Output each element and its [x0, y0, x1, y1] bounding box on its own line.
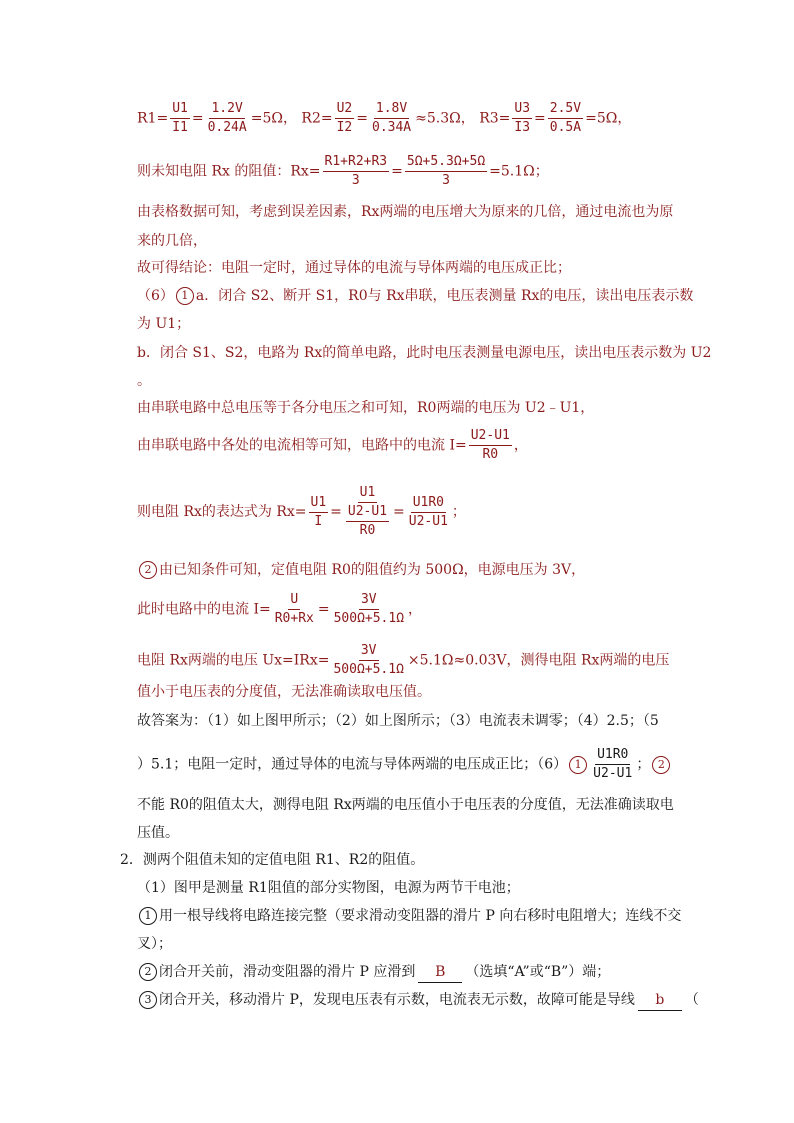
circled-number: 1	[139, 907, 157, 925]
r1-value-fraction: $\frac{1.2V}{0.24A}$	[207, 101, 247, 135]
circled-number: 1	[176, 287, 194, 305]
circuit-current-line: 此时电路中的电流 I= $\frac{U}{R0+Rx}$ = $\frac{3V}{500\Omega+5.1\Omega}$ ，	[137, 592, 423, 626]
r2-value-fraction: $\frac{1.8V}{0.34A}$	[372, 101, 412, 135]
step-2-condition-line: 2 由已知条件可知，定值电阻 R0的阻值约为 500Ω，电源电压为 3V，	[137, 560, 585, 580]
circled-number: 2	[652, 756, 670, 774]
nested-fraction: $\frac{U1}{\frac{U2-U1}{R0}}$	[347, 485, 388, 538]
answer-line-3: 不能 R0的阻值太大，测得电阻 Rx两端的电压值小于电压表的分度值，无法准确读取电	[137, 797, 674, 813]
rx-result-fraction: $\frac{U1R0}{U2-U1}$	[408, 494, 448, 529]
rx-voltage-line: 电阻 Rx两端的电压 Ux=IRx= $\frac{3V}{500\Omega+5.1\Omega}$ ×5.1Ω≈0.03V，测得电阻 Rx两端的电压	[137, 643, 670, 677]
circled-number: 2	[139, 963, 157, 981]
answer-blank: b	[638, 990, 682, 1011]
question-2-item-3: 3 闭合开关，移动滑片 P，发现电压表有示数，电流表无示数，故障可能是导线 b （	[137, 990, 699, 1011]
question-2-item-2: 2 闭合开关前，滑动变阻器的滑片 P 应滑到 B （选填“A”或“B”）端；	[137, 962, 610, 983]
rx-expression-line: 则电阻 Rx的表达式为 Rx= $\frac{U1}{I}$ = $\frac{U1}{\frac{U2-U1}{R0}}$ = $\frac{U1R0}{U2-U1}$ ；	[137, 485, 466, 538]
text-line: 由表格数据可知，考虑到误差因素，Rx两端的电压增大为原来的几倍，通过电流也为原	[137, 204, 674, 220]
text-line: 叉）；	[137, 936, 172, 952]
circled-number: 3	[139, 991, 157, 1009]
r1-label: R1=	[137, 110, 169, 127]
text-line: 为 U1；	[137, 316, 191, 332]
r2-label: R2=	[301, 110, 333, 127]
r3-label: R3=	[479, 110, 511, 127]
u-over-r-fraction: $\frac{U}{R0+Rx}$	[274, 592, 314, 626]
answer-line-4: 压值。	[137, 825, 179, 841]
question-2-title: 2．测两个阻值未知的定值电阻 R1、R2的阻值。	[120, 852, 425, 868]
answer-line-2: ）5.1；电阻一定时，通过导体的电流与导体两端的电压成正比；（6） 1 $\frac{U1R0}{U2-U1}$ ； 2	[137, 746, 672, 783]
answer-fraction: $\frac{U1R0}{U2-U1}$	[593, 747, 633, 781]
text-line: 。	[137, 373, 151, 389]
circled-number: 2	[139, 561, 157, 579]
text-line: 值小于电压表的分度值，无法准确读取电压值。	[137, 684, 431, 700]
voltage-fraction: $\frac{3V}{500\Omega+5.1\Omega}$	[333, 643, 404, 677]
u2-over-i2: $\frac{U2}{I2}$	[336, 101, 353, 135]
resistance-calculations: R1= $\frac{U1}{I1}$ = $\frac{1.2V}{0.24A}$ =5Ω， R2= $\frac{U2}{I2}$ = $\frac{1.8V}{0.34A}$ ≈5.3Ω， R3= $\frac{U3}{I3}$ = $\frac{2.5V}{0.5A}$ =5Ω，	[137, 101, 632, 135]
question-2-part-1: （1）图甲是测量 R1阻值的部分实物图，电源为两节干电池；	[137, 880, 520, 896]
r3-value-fraction: $\frac{2.5V}{0.5A}$	[549, 101, 582, 135]
question-2-item-1: 1 用一根导线将电路连接完整（要求滑动变阻器的滑片 P 向右移时电阻增大；连线不交	[137, 906, 681, 926]
u1-over-i1: $\frac{U1}{I1}$	[172, 101, 188, 135]
rx-average-line: 则未知电阻 Rx 的阻值：Rx= $\frac{R1+R2+R3}{3}$ = $\frac{5\Omega+5.3\Omega+5\Omega}{3}$ =5.1Ω；	[137, 154, 549, 188]
answer-blank: B	[418, 962, 462, 983]
rx-sum-fraction: $\frac{R1+R2+R3}{3}$	[324, 154, 388, 188]
step-6a-line: （6） 1 a．闭合 S2、断开 S1，R0与 Rx串联，电压表测量 Rx的电压，读出电压表示数	[137, 288, 694, 304]
current-value-fraction: $\frac{3V}{500\Omega+5.1\Omega}$	[333, 592, 405, 626]
text-line: 故可得结论：电阻一定时，通过导体的电流与导体两端的电压成正比；	[137, 260, 571, 276]
answer-line: 故答案为：（1）如上图甲所示；（2）如上图所示；（3）电流表未调零；（4）2.5；（5	[137, 713, 659, 729]
text-line: b．闭合 S1、S2，电路为 Rx的简单电路，此时电压表测量电源电压，读出电压表示数为 U2	[137, 345, 712, 361]
text-line: 由串联电路中总电压等于各分电压之和可知，R0两端的电压为 U2﹣U1，	[137, 400, 595, 416]
rx-value-fraction: $\frac{5\Omega+5.3\Omega+5\Omega}{3}$	[406, 154, 486, 188]
current-fraction: $\frac{U2-U1}{R0}$	[470, 428, 510, 462]
u1-over-i: $\frac{U1}{I}$	[310, 494, 327, 529]
current-formula-line: 由串联电路中各处的电流相等可知，电路中的电流 I= $\frac{U2-U1}{R0}$ ，	[137, 428, 528, 462]
text-line: 来的几倍，	[137, 233, 207, 249]
circled-number: 1	[569, 756, 587, 774]
u3-over-i3: $\frac{U3}{I3}$	[514, 101, 531, 135]
